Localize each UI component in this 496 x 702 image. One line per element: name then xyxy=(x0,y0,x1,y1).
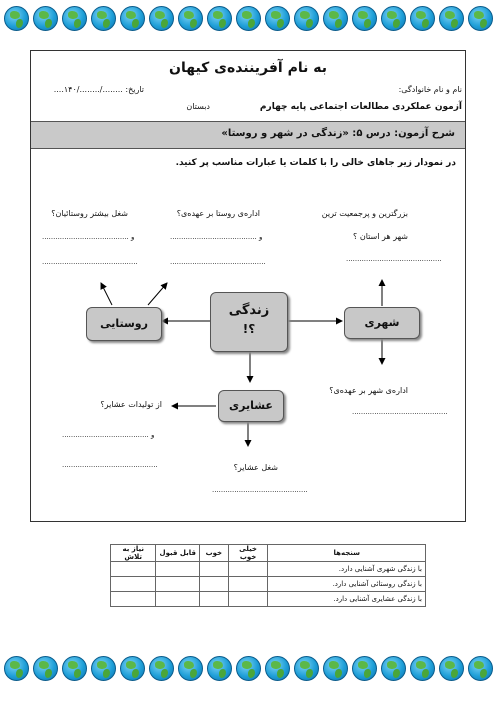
cell[interactable] xyxy=(228,577,268,592)
q-city-largest-1: بزرگترین و پرجمعیت ترین xyxy=(321,209,408,218)
globe-icon xyxy=(62,656,87,681)
table-row xyxy=(111,577,426,592)
globe-icon xyxy=(120,6,145,31)
globe-icon xyxy=(4,656,29,681)
page-title: به نام آفریننده‌ی کیهان xyxy=(169,60,327,76)
globe-icon xyxy=(294,6,319,31)
header-criteria: سنجه‌ها xyxy=(268,545,426,562)
globe-icon xyxy=(294,656,319,681)
header-very-good: خیلی خوب xyxy=(228,545,268,562)
blank-village-job-2: ........................................... xyxy=(42,258,138,266)
globe-icon xyxy=(265,656,290,681)
cell[interactable] xyxy=(111,592,156,607)
cell[interactable] xyxy=(156,592,200,607)
table-row xyxy=(111,592,426,607)
topic-bar xyxy=(31,121,465,149)
q-nomad-products: از تولیدات عشایر؟ xyxy=(100,400,162,409)
blank-city-largest: ........................................... xyxy=(346,255,442,263)
globe-icon xyxy=(468,6,493,31)
globe-icon xyxy=(91,6,116,31)
village-box xyxy=(86,307,162,341)
top-border xyxy=(0,0,496,40)
village-label: روستایی xyxy=(100,317,148,330)
name-label: نام و نام خانوادگی: xyxy=(398,85,462,94)
cell[interactable] xyxy=(200,592,229,607)
nomad-label: عشایری xyxy=(229,399,273,412)
blank-city-admin: ........................................... xyxy=(352,408,448,416)
date-label: تاریخ: ......../......../۱۴۰.... xyxy=(53,85,144,94)
criteria-nomad: با زندگی عشایری آشنایی دارد. xyxy=(268,592,426,607)
cell[interactable] xyxy=(111,562,156,577)
blank-village-admin-2: ........................................... xyxy=(170,258,266,266)
globe-icon xyxy=(207,6,232,31)
q-city-largest-2: شهر هر استان ؟ xyxy=(353,232,408,241)
globe-icon xyxy=(120,656,145,681)
cell[interactable] xyxy=(228,562,268,577)
cell[interactable] xyxy=(228,592,268,607)
table-row xyxy=(111,562,426,577)
city-box xyxy=(344,307,420,339)
globe-icon xyxy=(4,6,29,31)
q-village-admin: اداره‌ی روستا بر عهده‌ی؟ xyxy=(176,209,260,218)
cell[interactable] xyxy=(156,562,200,577)
globe-icon xyxy=(149,656,174,681)
instruction: در نمودار زیر جاهای خالی را با کلمات یا عبارات مناسب پر کنید. xyxy=(175,158,456,168)
header-needs-effort: نیاز به تلاش xyxy=(111,545,156,562)
criteria-village: با زندگی روستائی آشنایی دارد. xyxy=(268,577,426,592)
nomad-box xyxy=(218,390,284,422)
globe-icon xyxy=(33,6,58,31)
globe-icon xyxy=(381,6,406,31)
blank-nomad-job: ........................................... xyxy=(212,486,308,494)
globe-icon xyxy=(323,6,348,31)
topic-text: شرح آزمون: درس ۵: «زندگی در شهر و روستا» xyxy=(221,128,455,139)
city-label: شهری xyxy=(364,316,400,329)
center-label: زندگی xyxy=(228,303,270,318)
globe-icon xyxy=(178,656,203,681)
cell[interactable] xyxy=(200,562,229,577)
blank-nomad-products-1: ....................................... و xyxy=(62,431,155,439)
globe-icon xyxy=(91,656,116,681)
q-city-admin: اداره‌ی شهر بر عهده‌ی؟ xyxy=(329,386,408,395)
criteria-city: با زندگی شهری آشنایی دارد. xyxy=(268,562,426,577)
globe-icon xyxy=(33,656,58,681)
center-box xyxy=(210,292,288,352)
globe-icon xyxy=(323,656,348,681)
header-acceptable: قابل قبول xyxy=(156,545,200,562)
globe-icon xyxy=(62,6,87,31)
q-nomad-job: شغل عشایر؟ xyxy=(233,463,278,472)
school-label: دبستان xyxy=(186,102,210,111)
bottom-border xyxy=(0,650,496,690)
globe-icon xyxy=(178,6,203,31)
globe-icon xyxy=(381,656,406,681)
header-good: خوب xyxy=(200,545,229,562)
blank-village-job-1: ....................................... و xyxy=(42,233,135,241)
globe-icon xyxy=(410,6,435,31)
globe-icon xyxy=(352,656,377,681)
exam-title: آزمون عملکردی مطالعات اجتماعی پایه چهارم xyxy=(259,102,462,112)
globe-icon xyxy=(265,6,290,31)
globe-icon xyxy=(439,656,464,681)
globe-icon xyxy=(410,656,435,681)
blank-village-admin-1: ....................................... و xyxy=(170,233,263,241)
table-header-row xyxy=(111,545,426,562)
assessment-table xyxy=(110,544,426,607)
blank-nomad-products-2: ........................................... xyxy=(62,461,158,469)
globe-icon xyxy=(236,6,261,31)
center-sub: ؟! xyxy=(242,322,256,336)
cell[interactable] xyxy=(111,577,156,592)
q-village-job: شغل بیشتر روستائیان؟ xyxy=(51,209,128,218)
cell[interactable] xyxy=(200,577,229,592)
globe-icon xyxy=(352,6,377,31)
globe-icon xyxy=(207,656,232,681)
globe-icon xyxy=(468,656,493,681)
globe-icon xyxy=(439,6,464,31)
cell[interactable] xyxy=(156,577,200,592)
globe-icon xyxy=(149,6,174,31)
globe-icon xyxy=(236,656,261,681)
